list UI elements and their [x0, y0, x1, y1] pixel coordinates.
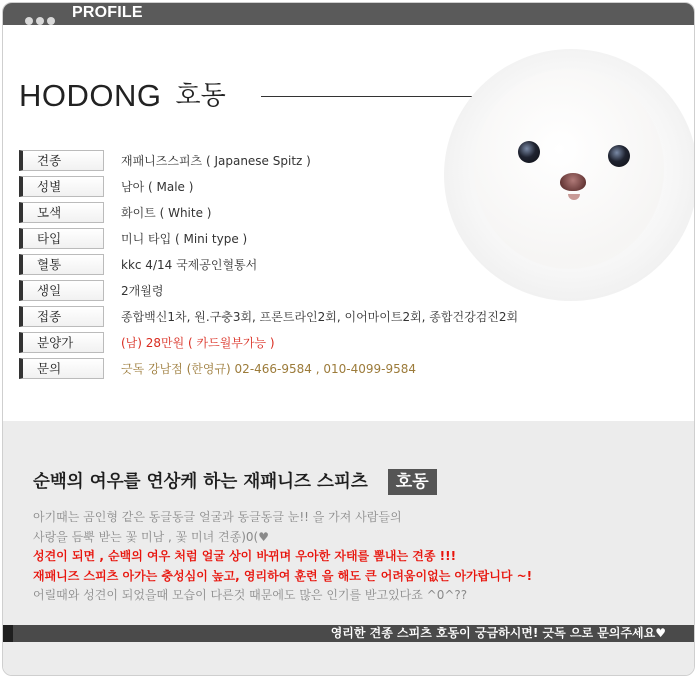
contact-value: 긋독 강남점 (한영규) 02-466-9584 , 010-4099-9584 [121, 362, 417, 376]
profile-header-bar [3, 3, 694, 25]
description-line: 사랑을 듬뿍 받는 꽃 미남 , 꽃 미녀 견종)0(♥ [33, 529, 269, 544]
header-dots-icon [25, 10, 58, 29]
info-label: 혈통 [19, 254, 104, 275]
info-value: kkc 4/14 국제공인혈통서 [121, 258, 258, 272]
footer-text: 영리한 견종 스피츠 호동이 궁금하시면! 긋독 으로 문의주세요♥ [330, 626, 666, 640]
footer-bar [3, 625, 694, 642]
info-label: 타입 [19, 228, 104, 249]
price-value: (남) 28만원 ( 카드월부가능 ) [121, 336, 275, 350]
description-text [33, 508, 532, 606]
info-label: 분양가 [19, 332, 104, 353]
info-value: 남아 ( Male ) [121, 180, 194, 194]
description-headline [33, 468, 437, 495]
info-label: 견종 [19, 150, 104, 171]
name-divider-line [261, 96, 473, 97]
info-value: 2개월령 [121, 284, 164, 298]
dog-name-korean: 호동 [175, 81, 226, 111]
header-title: PROFILE [72, 4, 143, 21]
info-label: 접종 [19, 306, 104, 327]
info-label: 모색 [19, 202, 104, 223]
info-label: 생일 [19, 280, 104, 301]
description-section [3, 421, 694, 675]
info-value: 화이트 ( White ) [121, 206, 212, 220]
profile-card [2, 2, 695, 676]
info-label: 문의 [19, 358, 104, 379]
description-line: 어릴때와 성견이 되었을때 모습이 다른것 때문에도 많은 인기를 받고있다죠 ^0^?? [33, 588, 468, 602]
dog-name [19, 75, 226, 114]
description-highlight-line: 재패니즈 스피츠 아가는 충성심이 높고, 영리하여 훈련 을 해도 큰 어려움이없는 아가랍니다 ~! [33, 568, 533, 583]
headline-name-badge: 호동 [388, 469, 437, 495]
dog-name-english: HODONG [19, 78, 162, 113]
description-line: 아기때는 곰인형 같은 동글동글 얼굴과 동글동글 눈!! 을 가져 사람들의 [33, 510, 402, 524]
info-label: 성별 [19, 176, 104, 197]
dog-photo [444, 49, 695, 301]
info-value: 미니 타입 ( Mini type ) [121, 232, 248, 246]
headline-text: 순백의 여우를 연상케 하는 재패니즈 스피츠 [33, 472, 368, 492]
info-value: 종합백신1차, 원.구충3회, 프론트라인2회, 이어마이트2회, 종합건강검진2회 [121, 310, 519, 324]
description-highlight-line: 성견이 되면 , 순백의 여우 처럼 얼굴 상이 바뀌며 우아한 자태를 뽐내는 견종 !!! [33, 549, 457, 563]
info-value: 재패니즈스피츠 ( Japanese Spitz ) [121, 154, 311, 168]
